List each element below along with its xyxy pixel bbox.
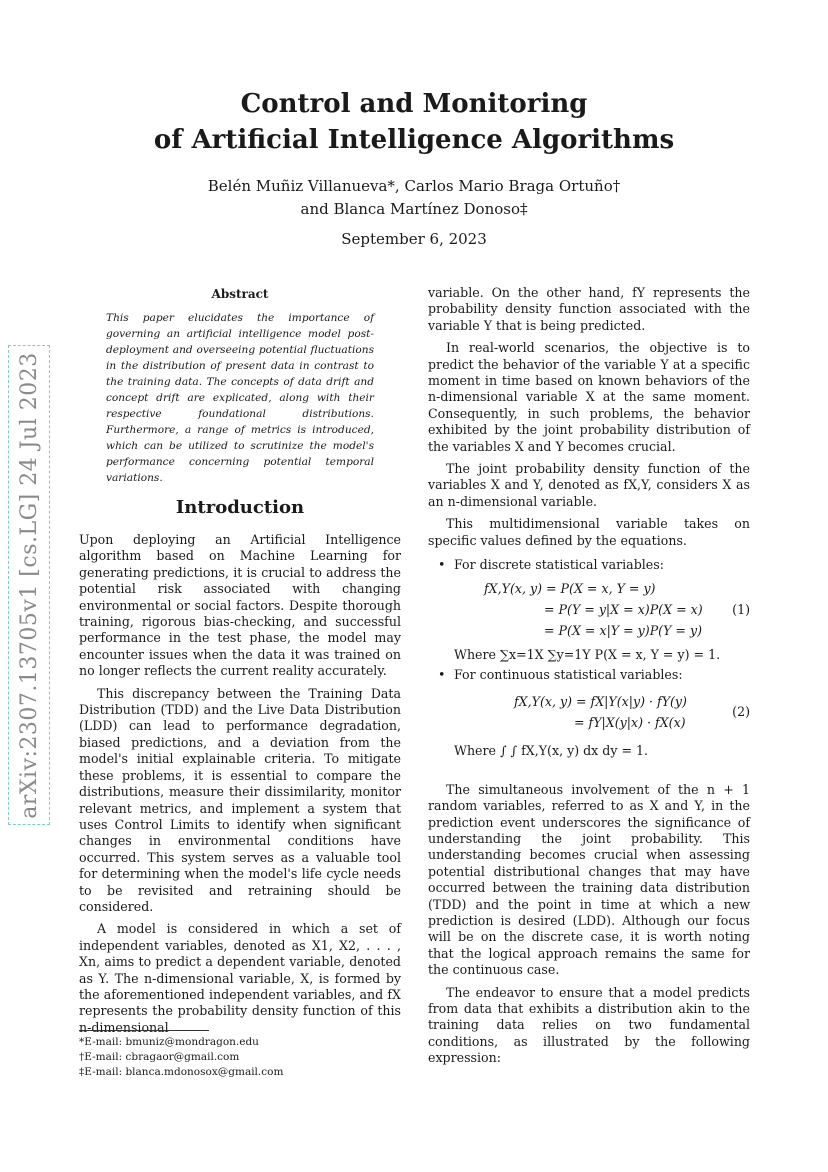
equation-2-number: (2)	[732, 704, 750, 720]
equation-2-condition: Where ∫ ∫ fX,Y(x, y) dx dy = 1.	[454, 743, 649, 759]
equation-1-line-3: = P(X = x|Y = y)P(Y = y)	[544, 622, 702, 638]
paper-date: September 6, 2023	[341, 230, 487, 248]
bullet-discrete: • For discrete statistical variables:	[428, 557, 750, 573]
right-paragraph-1: variable. On the other hand, fY represents the probability density function associated with the variable Y that is being predicted.	[428, 285, 750, 333]
equation-1-line-1: fX,Y(x, y) = P(X = x, Y = y)	[484, 580, 656, 596]
equation-1-line-2: = P(Y = y|X = x)P(X = x)	[544, 601, 703, 617]
equation-2-line-1: fX,Y(x, y) = fX|Y(x|y) · fY(y)	[514, 694, 687, 710]
right-paragraph-3: The joint probability density function of the variables X and Y, denoted as fX,Y, considers X as an n-dimensional variable.	[428, 461, 750, 509]
equation-1-number: (1)	[732, 601, 750, 617]
title-line-1: Control and Monitoring	[240, 89, 588, 119]
introduction-heading: Introduction	[175, 497, 305, 518]
author-list	[0, 175, 828, 221]
bullet-continuous: • For continuous statistical variables:	[428, 667, 750, 683]
right-paragraph-6: The endeavor to ensure that a model predicts from data that exhibits a distribution akin to the training data relies on two fundamental conditions, as illustrated by the following expression:	[428, 984, 750, 1066]
footnote-1: *E-mail: bmuniz@mondragon.edu	[79, 1036, 259, 1048]
title-line-2: of Artificial Intelligence Algorithms	[153, 125, 675, 155]
abstract-text: This paper elucidates the importance of governing an artificial intelligence model post-deployment and overseeing potential fluctuations in the distribution of present data in contrast to the training data. The concepts of data drift and concept drift are explicated, along with their respective foundational distributions. Furthermore, a range of metrics is introduced, which can be utilized to scrutinize the model's performance concerning potential temporal variations.	[106, 312, 374, 484]
right-paragraph-2: In real-world scenarios, the objective is to predict the behavior of the variable Y at a specific moment in time based on known behaviors of the n-dimensional variable X at the same moment. Consequently, in such problems, the behavior exhibited by the joint probability distribution of the variables X and Y becomes crucial.	[428, 340, 750, 454]
authors-line-2: and Blanca Martínez Donoso‡	[300, 200, 528, 218]
abstract-heading: Abstract	[211, 287, 269, 301]
footnote-3: ‡E-mail: blanca.mdonosox@gmail.com	[79, 1066, 284, 1078]
right-column	[428, 285, 750, 1073]
intro-paragraph-3: A model is considered in which a set of independent variables, denoted as X1, X2, . . . , Xn, aims to predict a dependent variable, denoted as Y. The n-dimensional variable, X, is formed by the aforementioned independent variables, and fX represents the probability density function of this n-dimensional	[79, 921, 401, 1035]
authors-line-1: Belén Muñiz Villanueva*, Carlos Mario Braga Ortuño†	[207, 177, 621, 195]
arxiv-sidebar-stamp	[8, 345, 50, 825]
intro-paragraph-2: This discrepancy between the Training Data Distribution (TDD) and the Live Data Distribution (LDD) can lead to performance degradation, biased predictions, and a deviation from the model's initial explainable criteria. To mitigate these problems, it is essential to compare the distributions, measure their dissimilarity, monitor relevant metrics, and implement a system that uses Control Limits to identify when significant changes in environmental conditions have occurred. This system serves as a valuable tool for determining when the model's life cycle needs to be revisited and retraining should be considered.	[79, 685, 401, 914]
equation-1	[484, 578, 750, 641]
equation-2-line-2: = fY|X(y|x) · fX(x)	[574, 715, 686, 731]
right-paragraph-5: The simultaneous involvement of the n + 1 random variables, referred to as X and Y, in the prediction event underscores the significance of understanding the joint probability. This understanding becomes crucial when assessing potential distributional changes that may have occurred between the training data distribution (TDD) and the point in time at which a new prediction is desired (LDD). Although our focus will be on the discrete case, it is worth noting that the logical approach remains the same for the continuous case.	[428, 781, 750, 978]
footnote-2: †E-mail: cbragaor@gmail.com	[79, 1051, 240, 1063]
intro-paragraph-1: Upon deploying an Artificial Intelligence algorithm based on Machine Learning for generating predictions, it is crucial to address the potential risk associated with changing environmental or social factors. Despite thorough training, rigorous bias-checking, and successful performance in the test phase, the model may encounter issues when the data it was trained on no longer reflects the current reality accurately.	[79, 532, 401, 679]
right-paragraph-4: This multidimensional variable takes on specific values defined by the equations.	[428, 516, 750, 548]
footnotes	[79, 1030, 284, 1080]
arxiv-id-label: arXiv:2307.13705v1 [cs.LG] 24 Jul 2023	[16, 351, 42, 819]
left-column	[79, 532, 401, 1042]
paper-title	[0, 86, 828, 158]
equation-1-condition: Where ∑x=1X ∑y=1Y P(X = x, Y = y) = 1.	[454, 646, 721, 662]
equation-2	[514, 691, 750, 733]
